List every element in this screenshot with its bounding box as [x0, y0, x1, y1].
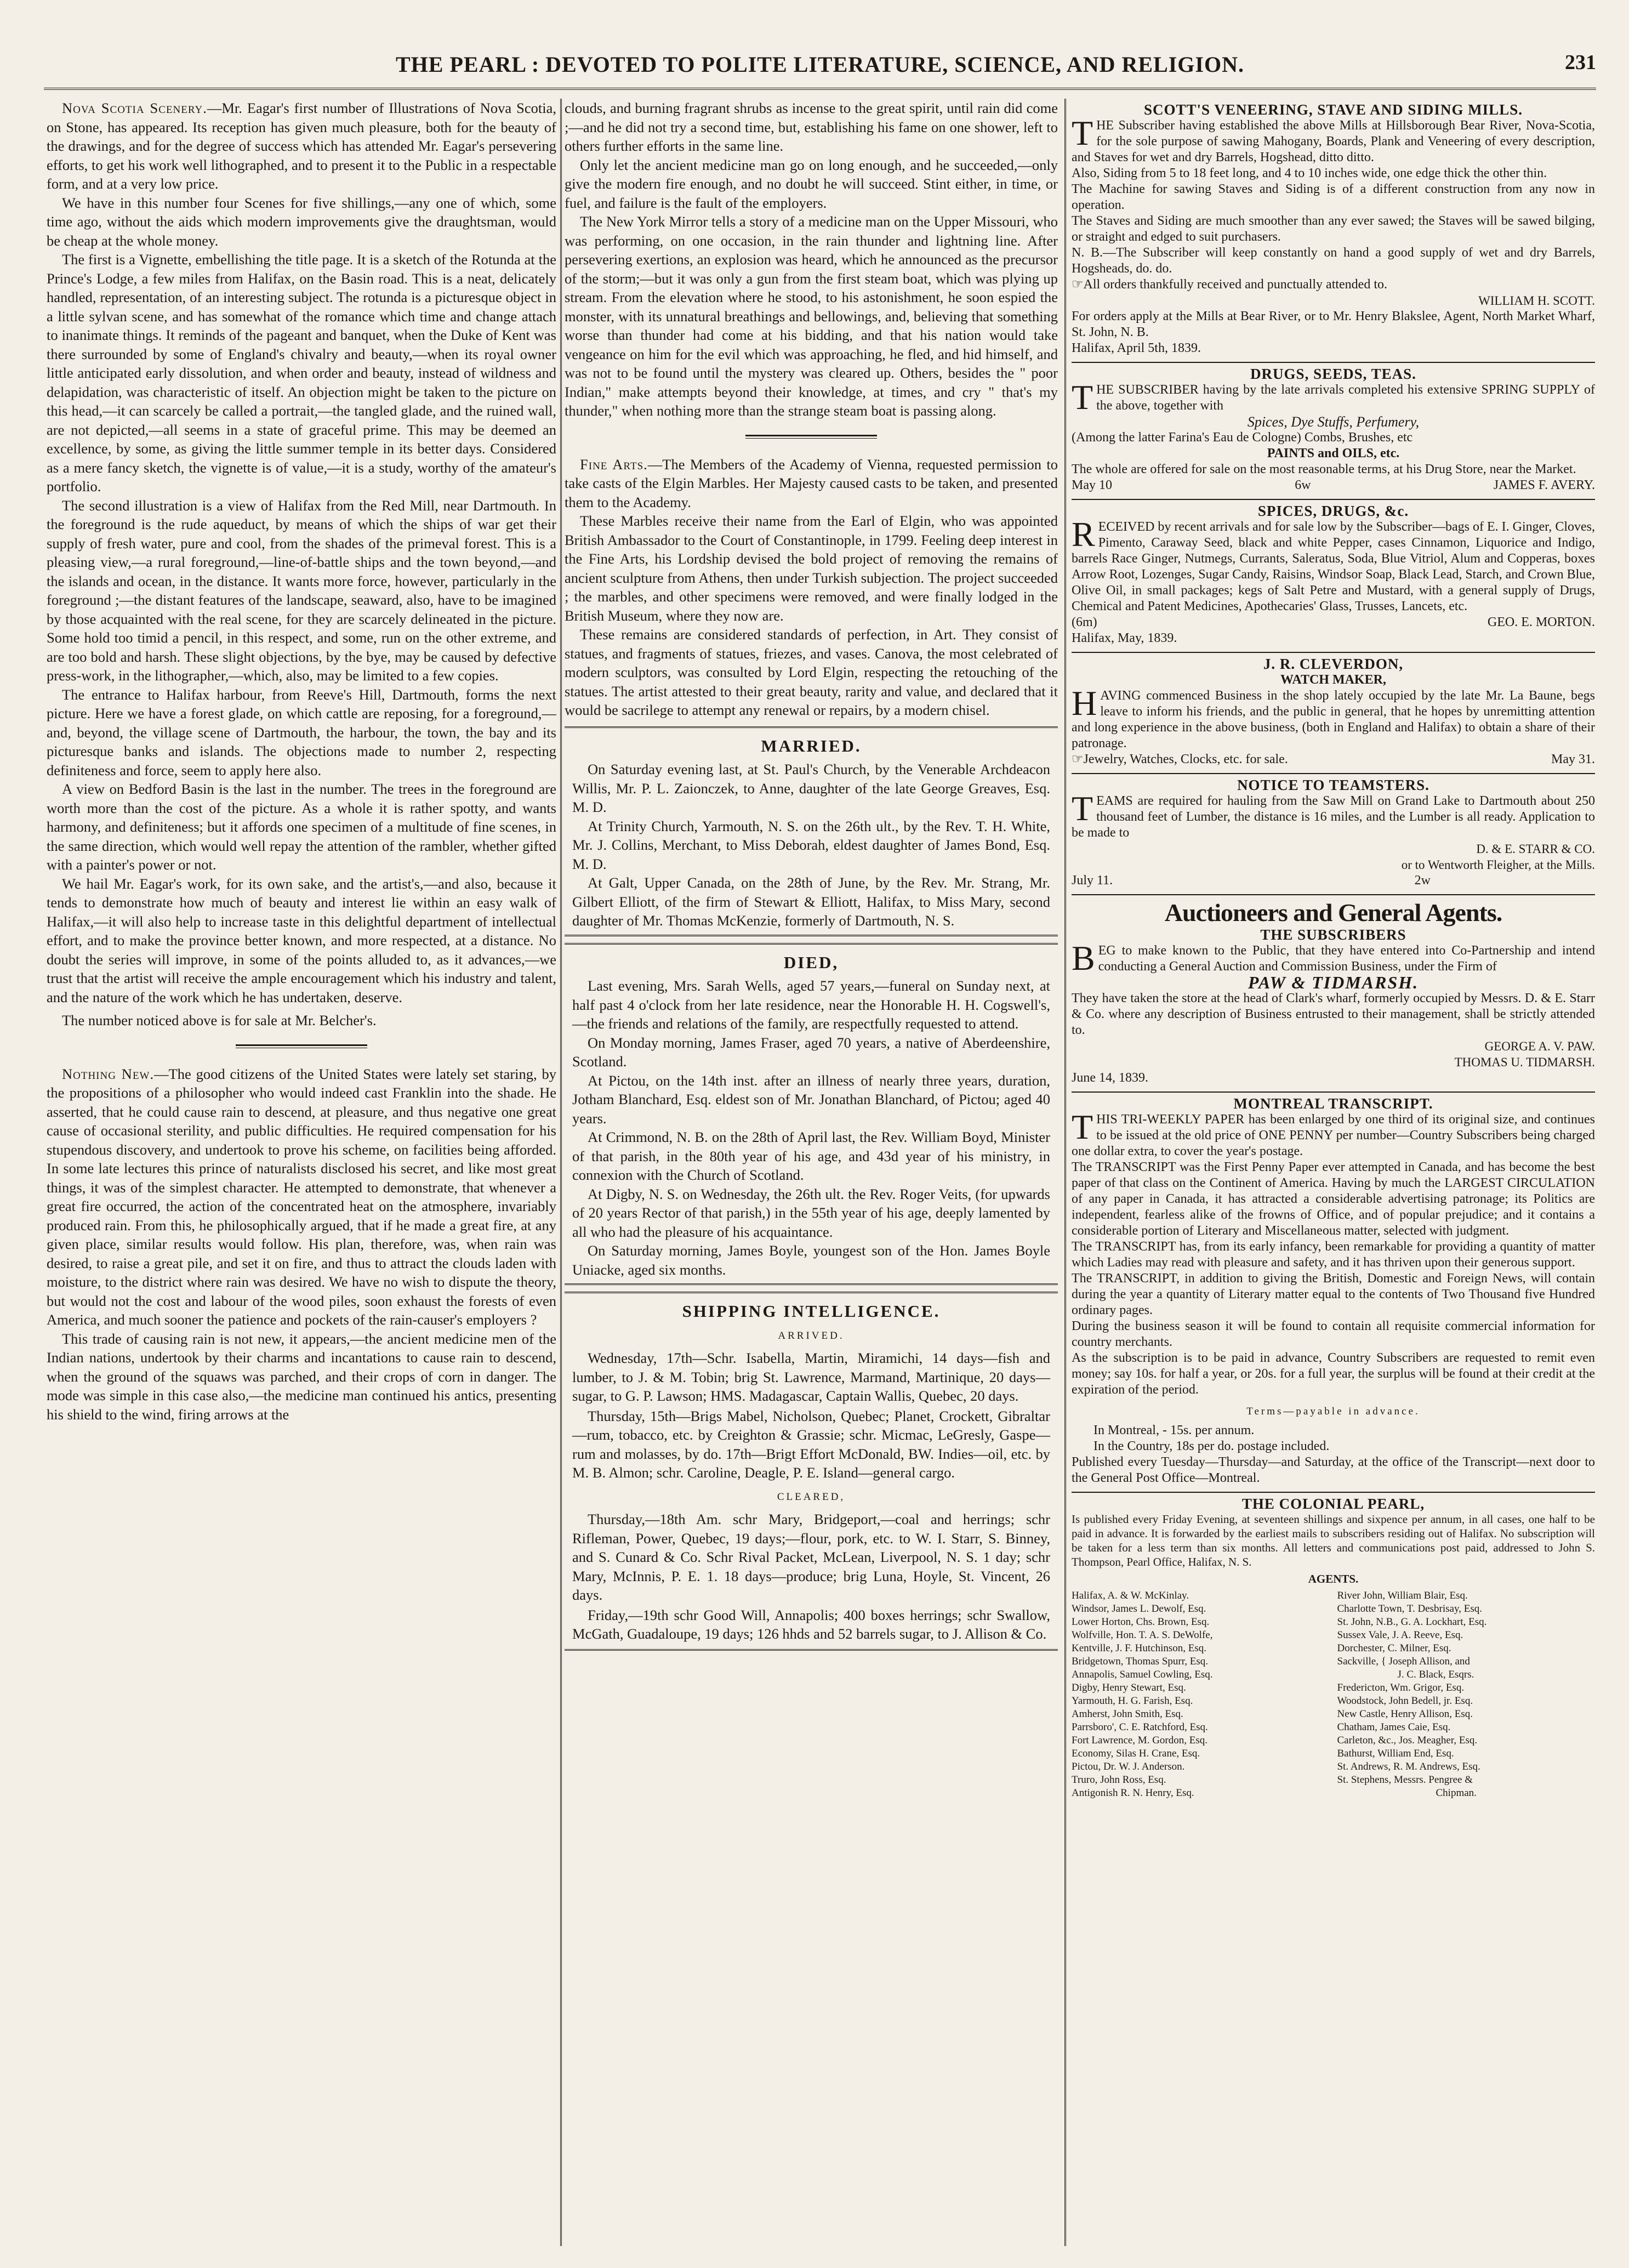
ad-signature: THOMAS U. TIDMARSH.	[1454, 1055, 1595, 1069]
ad-text: THE SUBSCRIBER having by the late arrivals completed his extensive SPRING SUPPLY of the above, together with	[1072, 378, 1595, 417]
agent-entry: Bridgetown, Thomas Spurr, Esq.	[1072, 1656, 1209, 1667]
ad-heading: SPICES, DRUGS, &c.	[1257, 503, 1409, 519]
agents-heading: AGENTS.	[1308, 1572, 1359, 1585]
ad-text: RECEIVED by recent arrivals and for sale low by the Subscriber—bags of E. I. Ginger, Cloves, Pimento, Caraway Seed, black and white Pepper, cases Cinnamon, Liquorice and Indigo, barrels Race Ginger, Nutmegs, Currants, Saleratus, Soda, Blue Vitriol, Alum and Copperas, boxes Arrow Root, Lozenges, Sugar Candy, Raisins, Windsor Soap, Black Lead, Starch, and Crown Blue, Olive Oil, in small packages; kegs of Salt Petre and Mustard, with a general supply of Drugs, Chemical and Patent Medicines, Apothecaries' Glass, Trusses, Lancets, etc.	[1072, 515, 1595, 613]
agent-entry: St. John, N.B., G. A. Lockhart, Esq.	[1337, 1616, 1487, 1628]
agent-entry: Fredericton, Wm. Grigor, Esq.	[1337, 1682, 1465, 1693]
cleared-heading: CLEARED,	[777, 1491, 846, 1503]
section-separator	[236, 1044, 367, 1048]
page-number: 231	[1565, 51, 1596, 74]
column-right	[1072, 99, 1595, 2246]
article-paragraph: The number noticed above is for sale at Mr. Belcher's.	[62, 1012, 377, 1028]
ad-date: July 11.	[1072, 873, 1113, 888]
ad-text: As the subscription is to be paid in advance, Country Subscribers are requested to remit even money; say 10s. for half a year, or 20s. for a full year, the surplus will be found at their credit at the expiration of the period.	[1072, 1351, 1595, 1397]
column-left	[47, 99, 556, 2246]
ad-run: 2w	[1414, 873, 1431, 888]
ad-subheading: WATCH MAKER,	[1280, 673, 1386, 687]
agent-entry: Wolfville, Hon. T. A. S. DeWolfe,	[1072, 1629, 1213, 1641]
agent-entry: J. C. Black, Esqrs.	[1397, 1669, 1474, 1680]
ad-text: ☞All orders thankfully received and punctually attended to.	[1072, 277, 1387, 292]
article-paragraph: The New York Mirror tells a story of a medicine man on the Upper Missouri, who was performing, on one occasion, in the rain thunder and lightning line. After persevering exertions, an explosion was heard, which he announced as the precursor of the storm;—but it was only a gun from the first steam boat, which was plying up stream. From the elevation where he stood, to his astonishment, he soon espied the monster, with its unnatural breathings and bellowings, and, believing that something worse than thunder had come at his bidding, and that his nation would take vengeance on him for the evil which was approaching, he fled, and hid himself, and was not to be found until the mystery was cleared up. Others, besides the " poor Indian," make attempts beyond their knowledge, at times, and cry " that's my thunder," when nothing more than the strange steam boat is passing along.	[565, 213, 1058, 419]
ad-cleverdon	[1072, 653, 1595, 774]
agent-entry: Parrsboro', C. E. Ratchford, Esq.	[1072, 1721, 1208, 1733]
agents-list-left	[1072, 1589, 1330, 1800]
masthead	[44, 49, 1596, 90]
agent-entry: Chipman.	[1436, 1787, 1477, 1799]
article-paragraph: The first is a Vignette, embellishing the title page. It is a sketch of the Rotunda at the Prince's Lodge, a few miles from Halifax, on the Basin road. This is a neat, delicately handled, representation, of an interesting subject. The rotunda is a picturesque object in a little sylvan scene, and has somewhat of the romance which time and change attach to inanimate things. It reminds of the pageant and banquet, when the Duke of Kent was there surrounded by some of England's chivalry and beauty,—when its royal owner little anticipated early dissolution, and when order and beauty, instead of wildness and delapidation, was characteristic of itself. An objection might be taken to the picture on this head,—it can scarcely be called a portrait,—the tangled glade, and the ruined wall, are not depicted,—all seems in a state of graceful prime. This may be deemed an excellence, by some, as giving the little summer temple in its better days. Considered as a mere fancy sketch, the vignette is of value,—it is a study, worthy of the amateur's portfolio.	[47, 251, 556, 494]
agent-entry: Amherst, John Smith, Esq.	[1072, 1708, 1183, 1720]
ad-text: In Montreal, - 15s. per annum.	[1093, 1423, 1255, 1437]
article-paragraph: Only let the ancient medicine man go on long enough, and he succeeded,—only give the modern fire enough, and no doubt he will succeed. Stint either, in time, or fuel, and failure is the fault of the employers.	[565, 156, 1058, 211]
shipping-heading: SHIPPING INTELLIGENCE.	[682, 1301, 941, 1321]
column-divider	[1064, 99, 1066, 2246]
article-fine-arts-heading: Fine Arts.	[580, 456, 648, 473]
ad-text: The Staves and Siding are much smoother than any ever sawed; the Staves will be sawed bilging, or straight and edged to suit purchasers.	[1072, 214, 1595, 244]
agent-entry: Carleton, &c., Jos. Meagher, Esq.	[1337, 1735, 1478, 1746]
article-paragraph: These remains are considered standards of perfection, in Art. They consist of statues, and fragments of statues, friezes, and vases. Canova, the most celebrated of modern sculptors, was consulted by Lord Elgin, respecting the retouching of the statues. The artist attested to their great beauty, rarity and value, and declared that it would be sacrilege to attempt any renewal or repairs, by a modern chisel.	[565, 626, 1058, 718]
married-section	[565, 726, 1058, 936]
agent-entry: River John, William Blair, Esq.	[1337, 1590, 1468, 1601]
ad-text: or to Wentworth Fleigher, at the Mills.	[1401, 858, 1595, 872]
newspaper-title: THE PEARL : DEVOTED TO POLITE LITERATURE, SCIENCE, AND RELIGION.	[396, 52, 1244, 77]
ad-text: The whole are offered for sale on the most reasonable terms, at his Drug Store, near the Market.	[1072, 462, 1576, 476]
ad-date: Halifax, May, 1839.	[1072, 631, 1177, 645]
ad-text: ☞Jewelry, Watches, Clocks, etc. for sale.	[1072, 752, 1288, 766]
ad-scott-mills	[1072, 99, 1595, 363]
article-paragraph: clouds, and burning fragrant shrubs as incense to the great spirit, until rain did come ;—and he did not try a second time, but, establishing his fame on one shower, left to others further efforts in the same line.	[565, 100, 1058, 154]
ad-auctioneers	[1072, 895, 1595, 1093]
agent-entry: Economy, Silas H. Crane, Esq.	[1072, 1748, 1200, 1759]
ad-date: June 14, 1839.	[1072, 1071, 1148, 1085]
agent-entry: Pictou, Dr. W. J. Anderson.	[1072, 1761, 1185, 1772]
agent-entry: Lower Horton, Chs. Brown, Esq.	[1072, 1616, 1210, 1628]
ad-text: The TRANSCRIPT was the First Penny Paper ever attempted in Canada, and has become the best paper of that class on the Continent of America. Having by much the LARGEST CIRCULATION of any paper in Canada, it has attracted a considerable advertising patronage; its Politics are independent, fearless alike of the frowns of Office, and of popular prejudice; and it contains a considerable portion of Literary and Miscellaneous matter, selected with judgment.	[1072, 1160, 1595, 1238]
shipping-item: Thursday, 15th—Brigs Mabel, Nicholson, Quebec; Planet, Crockett, Gibraltar—rum, tobacco, etc. by Creighton & Grassie; schr. Micmac, LeGresly, Gaspe—rum and molasses, by do. 17th—Brigt Effort McDonald, BW. Indies—oil, etc. by M. B. Almon; schr. Caroline, Deagle, P. E. Island—general cargo.	[572, 1407, 1050, 1481]
agent-entry: Truro, John Ross, Esq.	[1072, 1774, 1166, 1786]
ad-signature: WILLIAM H. SCOTT.	[1478, 294, 1595, 308]
agent-entry: Dorchester, C. Milner, Esq.	[1337, 1642, 1451, 1654]
article-paragraph: This trade of causing rain is not new, it appears,—the ancient medicine men of the Indian nations, undertook by their charms and incantations to cause rain to descend, when the ground of the squaws was parched, and their crops of corn in danger. The mode was simple in this case also,—the medicine man continued his antics, presenting his shield to the wind, firing arrows at the	[47, 1330, 556, 1423]
arrived-heading: ARRIVED.	[778, 1329, 845, 1342]
notice-item: At Digby, N. S. on Wednesday, the 26th ult. the Rev. Roger Veits, (for upwards of 20 years Rector of that parish,) in the 55th year of his age, deeply lamented by all who had the pleasure of his acquaintance.	[572, 1185, 1050, 1240]
column-middle	[565, 99, 1058, 2246]
ad-text: In the Country, 18s per do. postage included.	[1093, 1439, 1330, 1453]
ad-text: (Among the latter Farina's Eau de Cologne) Combs, Brushes, etc	[1072, 430, 1413, 445]
ad-text: The TRANSCRIPT, in addition to giving the British, Domestic and Foreign News, will contain during the year a quantity of Literary matter equal to the contents of Two Thousand five Hundred ordinary pages.	[1072, 1271, 1595, 1317]
notice-item: At Crimmond, N. B. on the 28th of April last, the Rev. William Boyd, Minister of that parish, in the 80th year of his age, and 43d year of his ministry, in connexion with the Church of Scotland.	[572, 1129, 1050, 1183]
ad-text: For orders apply at the Mills at Bear River, or to Mr. Henry Blakslee, Agent, North Market Wharf, St. John, N. B.	[1072, 309, 1595, 339]
agents-list-right	[1337, 1589, 1596, 1800]
section-separator	[745, 435, 877, 439]
article-paragraph: These Marbles receive their name from the Earl of Elgin, who was appointed British Ambassador to the Court of Constantinople, in 1799. Feeling deep interest in the Fine Arts, his Lordship devised the bold project of removing the remains of ancient sculpture from Athens, then under Turkish subjection. The project succeeded ; the marbles, and other specimens were removed, and were finally lodged in the British Museum, where they now are.	[565, 513, 1058, 624]
agent-entry: Fort Lawrence, M. Gordon, Esq.	[1072, 1735, 1208, 1746]
ad-date: May 31.	[1551, 752, 1595, 766]
agent-entry: Halifax, A. & W. McKinlay.	[1072, 1590, 1189, 1601]
colophon-heading: THE COLONIAL PEARL,	[1241, 1496, 1425, 1512]
ad-text: During the business season it will be found to contain all requisite commercial information for country merchants.	[1072, 1319, 1595, 1349]
agent-entry: Chatham, James Caie, Esq.	[1337, 1721, 1451, 1733]
notice-item: At Trinity Church, Yarmouth, N. S. on the 26th ult., by the Rev. T. H. White, Mr. J. Collins, Merchant, to Miss Deborah, eldest daughter of James Bond, Esq. M. D.	[572, 817, 1050, 872]
died-section	[565, 943, 1058, 1286]
ad-text: Published every Tuesday—Thursday—and Saturday, at the office of the Transcript—next door to the General Post Office—Montreal.	[1072, 1455, 1595, 1485]
ad-text: Also, Siding from 5 to 18 feet long, and 4 to 10 inches wide, one edge thick the other thin.	[1072, 166, 1547, 180]
ad-text: They have taken the store at the head of Clark's wharf, formerly occupied by Messrs. D. & E. Starr & Co. where any description of Business entrusted to their management, shall be strictly attended to.	[1072, 991, 1595, 1037]
agents-list	[1072, 1589, 1595, 1800]
colophon-text: Is published every Friday Evening, at seventeen shillings and sixpence per annum, in all cases, one half to be paid in advance. It is forwarded by the earliest mails to subscribers residing out of Halifax. No subscription will be taken for a less term than six months. All letters and communications post paid, addressed to John S. Thompson, Pearl Office, Halifax, N. S.	[1072, 1513, 1595, 1568]
ad-text: The Machine for sawing Staves and Siding is of a different construction from any now in operation.	[1072, 182, 1595, 212]
agent-entry: Sackville, { Joseph Allison, and	[1337, 1656, 1470, 1667]
ad-text: TEAMS are required for hauling from the Saw Mill on Grand Lake to Dartmouth about 250 thousand feet of Lumber, the distance is 16 miles, and the Lumber is all ready. Application to be made to	[1072, 789, 1595, 840]
agent-entry: Woodstock, John Bedell, jr. Esq.	[1337, 1695, 1473, 1707]
ad-heading: MONTREAL TRANSCRIPT.	[1233, 1095, 1433, 1112]
ad-text: N. B.—The Subscriber will keep constantly on hand a good supply of wet and dry Barrels, Hogsheads, do. do.	[1072, 246, 1595, 276]
ad-heading: Auctioneers and General Agents.	[1164, 899, 1502, 926]
ad-text: The TRANSCRIPT has, from its early infancy, been remarkable for providing a quantity of matter which Ladies may read with pleasure and safety, and it has thriven upon their generous support.	[1072, 1240, 1595, 1270]
article-nothing-new-paragraph: Nothing New.—The good citizens of the United States were lately set staring, by the propositions of a philosopher who would indeed cast Franklin into the shade. He asserted, that he could cause rain to descend, at pleasure, and thus negative one great cause of occasional sterility, and public difficulties. He required compensation for his stupendous discovery, and undertook to prove his scheme, on facilities being afforded. In some late lectures this prince of naturalists disclosed his secret, and like most great things, it was of the simplest character. He attempted to demonstrate, that whenever a great fire occurred, the action of the concentrated heat on the atmosphere, invariably produced rain. From this, he philosophically argued, that if he made a great fire, at any given place, similar results would follow. His plan, therefore, was, when rain was desired, to raise a great pile, and set it on fire, and thus to attract the clouds laden with moisture, to the district where rain was desired. We have no wish to dispute the theory, but would not the cost and labour of the wood piles, soon exhaust the forests of even America, and much sooner the patience and pockets of the rain-causer's employers ?	[47, 1065, 556, 1328]
ad-subheading: THE SUBSCRIBERS	[1260, 926, 1406, 943]
ad-signature: D. & E. STARR & CO.	[1476, 842, 1595, 856]
agent-entry: New Castle, Henry Allison, Esq.	[1337, 1708, 1473, 1720]
article-fine-arts-paragraph: Fine Arts.—The Members of the Academy of Vienna, requested permission to take casts of the Elgin Marbles. Her Majesty caused casts to be taken, and presented them to the Academy.	[565, 456, 1058, 510]
ad-text: HAVING commenced Business in the shop lately occupied by the late Mr. La Baune, begs leave to inform his friends, and the public in general, that he hopes by unremitting attention and long experience in the above business, (both in England and Halifax) to obtain a share of their patronage.	[1072, 684, 1595, 751]
article-paragraph: We have in this number four Scenes for five shillings,—any one of which, some time ago, without the aids which modern improvements give the draughtsman, would be cheap at the whole money.	[47, 194, 556, 249]
ad-run: 6w	[1295, 478, 1311, 492]
ad-heading: J. R. CLEVERDON,	[1263, 656, 1404, 672]
notice-item: On Saturday morning, James Boyle, youngest son of the Hon. James Boyle Uniacke, aged six months.	[572, 1242, 1050, 1278]
agent-entry: Bathurst, William End, Esq.	[1337, 1748, 1454, 1759]
agent-entry: St. Stephens, Messrs. Pengree &	[1337, 1774, 1473, 1786]
column-divider	[560, 99, 562, 2246]
article-paragraph: The second illustration is a view of Halifax from the Red Mill, near Dartmouth. In the foreground is the rude aqueduct, by means of which the ships of war get their supply of fresh water, pure and cool, from the shades of the primeval forest. This is a pleasing view,—a rural foreground,—line-of-battle ships and the town beyond,—and the islands and ocean, in the distance. It wants more force, however, particularly in the foreground ;—the distant features of the landscape, seaward, also, have to be imagined by those acquainted with the real scene, for they are scarcely delineated in the picture. Some hold too timid a pencil, in this respect, and some, run on the other extreme, and are too bold and harsh. These slight objections, by the bye, may be caused by defective press-work, in the lithographer,—which, also, may be limited to a few copies.	[47, 497, 556, 684]
ad-run: (6m)	[1072, 615, 1097, 629]
ad-text: THIS TRI-WEEKLY PAPER has been enlarged by one third of its original size, and continues to be issued at the old price of ONE PENNY per number—Country Subscribers being charged one dollar extra, to cover the year's postage.	[1072, 1107, 1595, 1158]
agent-entry: Annapolis, Samuel Cowling, Esq.	[1072, 1669, 1213, 1680]
agent-entry: Digby, Henry Stewart, Esq.	[1072, 1682, 1186, 1693]
ad-signature: JAMES F. AVERY.	[1493, 478, 1595, 492]
article-paragraph: The entrance to Halifax harbour, from Reeve's Hill, Dartmouth, forms the next picture. Here we have a forest glade, on which cattle are reposing, for a foreground,—and, beyond, the village scene of Dartmouth, the harbour, the town, the bay and its picturesque banks and islands. The objections made to number 2, respecting definiteness and force, seem to apply here also.	[47, 686, 556, 778]
agent-entry: Sussex Vale, J. A. Reeve, Esq.	[1337, 1629, 1463, 1641]
ad-terms: Terms—payable in advance.	[1246, 1406, 1420, 1417]
ad-montreal-transcript	[1072, 1093, 1595, 1493]
article-scenery-paragraph: Nova Scotia Scenery.—Mr. Eagar's first number of Illustrations of Nova Scotia, on Stone, has appeared. Its reception has given much pleasure, both for the beauty of the drawings, and for the degree of success which has attended Mr. Eagar's persevering efforts, to get his work well lithographed, and to present it to the Public in a respectable form, and at a very low price.	[47, 100, 556, 192]
agent-entry: Antigonish R. N. Henry, Esq.	[1072, 1787, 1194, 1799]
notice-item: Last evening, Mrs. Sarah Wells, aged 57 years,—funeral on Sunday next, at half past 4 o'clock from her late residence, near the Honorable H. H. Cogswell's,—the friends and relations of the family, are respectfully requested to attend.	[572, 977, 1050, 1032]
married-heading: MARRIED.	[761, 736, 862, 755]
firm-name: PAW & TIDMARSH.	[1248, 973, 1419, 992]
ad-heading: DRUGS, SEEDS, TEAS.	[1250, 366, 1416, 382]
notice-item: At Galt, Upper Canada, on the 28th of June, by the Rev. Mr. Strang, Mr. Gilbert Elliott, of the firm of Stewart & Elliott, Halifax, to Miss Mary, second daughter of Mr. Thomas McKenzie, formerly of Dartmouth, N. S.	[572, 874, 1050, 929]
ad-drugs-seeds-teas	[1072, 363, 1595, 500]
shipping-item: Thursday,—18th Am. schr Mary, Bridgeport,—coal and herrings; schr Rifleman, Power, Quebec, 19 days;—flour, pork, etc. to W. I. Starr, S. Binney, and S. Cunard & Co. Schr Rival Packet, McLean, Liverpool, N. S. 1 day; schr Mary, McInnis, P. E. 1. 18 days—produce; brig Luna, Hoyle, St. Vincent, 26 days.	[572, 1511, 1050, 1603]
shipping-section	[565, 1292, 1058, 1651]
article-paragraph: A view on Bedford Basin is the last in the number. The trees in the foreground are worth more than the cost of the picture. As a whole it is rather spotty, and wants harmony, and definiteness; but it affords one specimen of a multitude of fine scenes, in the same direction, which would well repay the attention of the rambler, whether gifted with a painter's power or not.	[47, 781, 556, 873]
article-scenery-heading: Nova Scotia Scenery.	[62, 100, 207, 116]
ad-text: PAINTS and OILS, etc.	[1267, 446, 1400, 461]
ad-signature: GEORGE A. V. PAW.	[1484, 1039, 1595, 1053]
notice-item: At Pictou, on the 14th inst. after an illness of nearly three years, duration, Jotham Blanchard, Esq. eldest son of Mr. Jonathan Blanchard, of Pictou; aged 40 years.	[572, 1072, 1050, 1127]
died-heading: DIED,	[783, 952, 839, 972]
ad-text: THE Subscriber having established the above Mills at Hillsborough Bear River, Nova-Scotia, for the sole purpose of sawing Mahogany, Boards, Plank and Veneering of every description, and Staves for wet and dry Barrels, Hogshead, ditto ditto.	[1072, 113, 1595, 164]
agent-entry: Yarmouth, H. G. Farish, Esq.	[1072, 1695, 1193, 1707]
agent-entry: St. Andrews, R. M. Andrews, Esq.	[1337, 1761, 1480, 1772]
shipping-item: Friday,—19th schr Good Will, Annapolis; 400 boxes herrings; schr Swallow, McGath, Guadaloupe, 19 days; 126 hhds and 52 barrels sugar, to J. Allison & Co.	[572, 1606, 1050, 1642]
ad-heading: NOTICE TO TEAMSTERS.	[1237, 777, 1429, 793]
notice-item: On Saturday evening last, at St. Paul's Church, by the Venerable Archdeacon Willis, Mr. P. L. Zaionczek, to Anne, daughter of the late George Greaves, Esq. M. D.	[572, 761, 1050, 815]
ad-date: May 10	[1072, 478, 1112, 492]
ad-heading: SCOTT'S VENEERING, STAVE AND SIDING MILLS.	[1144, 101, 1523, 118]
agent-entry: Kentville, J. F. Hutchinson, Esq.	[1072, 1642, 1206, 1654]
ad-text: BEG to make known to the Public, that they have entered into Co-Partnership and intend conducting a General Auction and Commission Business, under the Firm of	[1072, 939, 1595, 977]
ad-signature: GEO. E. MORTON.	[1487, 615, 1595, 629]
agent-entry: Windsor, James L. Dewolf, Esq.	[1072, 1603, 1206, 1615]
article-nothing-new-heading: Nothing New.	[62, 1065, 155, 1082]
ad-text: Spices, Dye Stuffs, Perfumery,	[1247, 414, 1420, 430]
shipping-item: Wednesday, 17th—Schr. Isabella, Martin, Miramichi, 14 days—fish and lumber, to J. & M. Tobin; brig St. Lawrence, Marmand, Martinique, 20 days—sugar, to G. P. Lawson; HMS. Madagascar, Captain Wallis, Quebec, 20 days.	[572, 1350, 1050, 1404]
ad-date: Halifax, April 5th, 1839.	[1072, 341, 1201, 355]
ad-teamsters	[1072, 774, 1595, 895]
agent-entry: Charlotte Town, T. Desbrisay, Esq.	[1337, 1603, 1482, 1615]
ad-spices-drugs	[1072, 500, 1595, 653]
article-paragraph: We hail Mr. Eagar's work, for its own sake, and the artist's,—and also, because it tends to demonstrate how much of beauty and interest lie within an easy walk of Halifax,—it will also help to increase taste in this delightful department of intellectual effort, and to make the province better known, and more respected, at a distance. No doubt the series will improve, in some of the points alluded to, as it advances,—we trust that the artist will receive the ample encouragement which his industry and talent, and the nature of the work which he has undertaken, deserve.	[47, 875, 556, 1005]
notice-item: On Monday morning, James Fraser, aged 70 years, a native of Aberdeenshire, Scotland.	[572, 1034, 1050, 1070]
colophon-colonial-pearl	[1072, 1493, 1595, 1805]
